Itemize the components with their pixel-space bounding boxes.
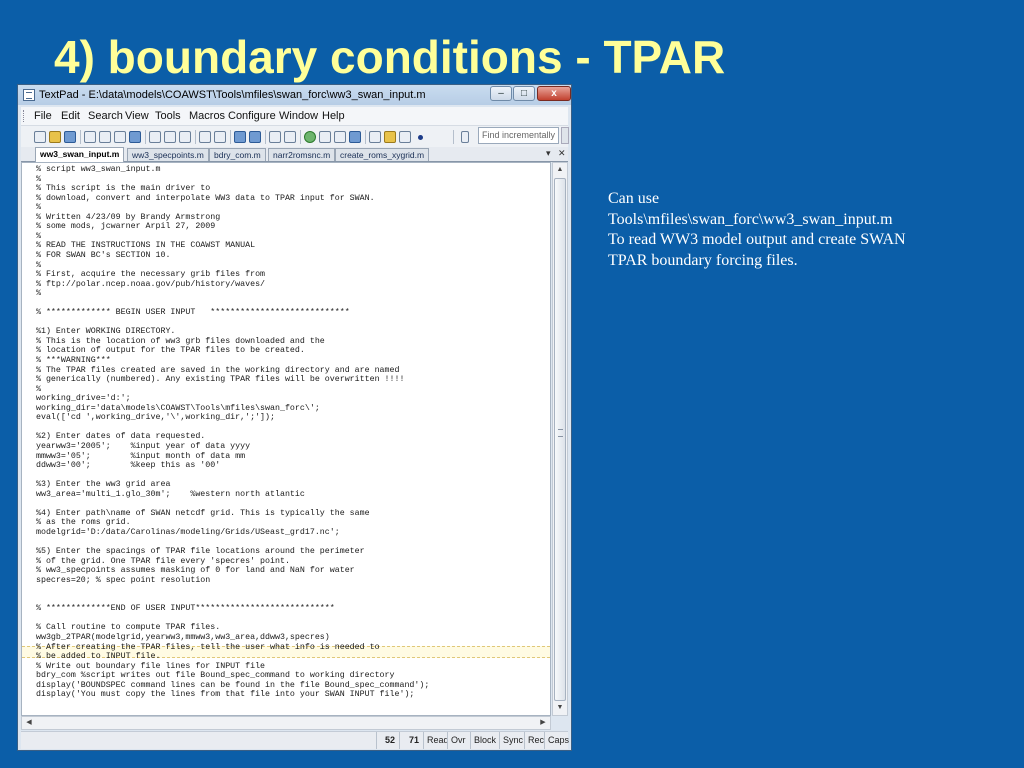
code-line: display('BOUNDSPEC command lines can be found in the file Bound_spec_command');	[36, 680, 430, 690]
code-line: % FOR SWAN BC's SECTION 10.	[36, 250, 171, 260]
code-line: specres=20; % spec point resolution	[36, 575, 211, 585]
side-note-line: Can use	[608, 190, 660, 207]
code-line: %3) Enter the ww3 grid area	[36, 480, 171, 490]
document-tabs	[21, 147, 568, 162]
code-line: % After creating the TPAR files, tell the user what info is needed to	[36, 642, 380, 652]
bullet-icon[interactable]	[418, 135, 423, 140]
toolbar-separator	[145, 130, 146, 144]
word-wrap-icon[interactable]	[269, 131, 281, 143]
scroll-up-icon[interactable]: ▲	[556, 166, 564, 173]
status-caps[interactable]: Caps	[544, 732, 572, 749]
save-icon[interactable]	[64, 131, 76, 143]
toolbar-separator	[300, 130, 301, 144]
side-note-line: To read WW3 model output and create SWAN	[608, 231, 906, 248]
paste-icon[interactable]	[179, 131, 191, 143]
compare-icon[interactable]	[334, 131, 346, 143]
code-line: % generically (numbered). Any existing TPAR files will be overwritten !!!!	[36, 375, 405, 385]
code-line: %	[36, 260, 41, 270]
code-line: % be added to INPUT file.	[36, 652, 161, 662]
status-block[interactable]: Block	[470, 732, 499, 749]
code-editor[interactable]	[21, 162, 551, 716]
code-line: %1) Enter WORKING DIRECTORY.	[36, 327, 176, 337]
code-line: % This is the location of ww3 grb files downloaded and the	[36, 336, 325, 346]
code-line: mmww3='05'; %input month of data mm	[36, 451, 246, 461]
indent-icon[interactable]	[234, 131, 246, 143]
code-line: % ww3_specpoints assumes masking of 0 for land and NaN for water	[36, 566, 355, 576]
maximize-button[interactable]: □	[513, 86, 535, 101]
spell-icon[interactable]	[129, 131, 141, 143]
macro-play-icon[interactable]	[399, 131, 411, 143]
status-sync[interactable]: Sync	[499, 732, 526, 749]
side-note-line: TPAR boundary forcing files.	[608, 251, 798, 269]
side-note-line: Tools\mfiles\swan_forc\ww3_swan_input.m	[608, 210, 893, 228]
tab-narr2romsnc[interactable]: narr2romsnc.m	[268, 148, 335, 161]
code-line: modelgrid='D:/data/Carolinas/modeling/Grids/USeast_grd17.nc';	[36, 527, 340, 537]
horizontal-scrollbar[interactable]	[21, 716, 551, 730]
status-line-number: 52	[376, 732, 398, 749]
code-line: % READ THE INSTRUCTIONS IN THE COAWST MANUAL	[36, 241, 256, 251]
status-rec[interactable]: Rec	[524, 732, 547, 749]
find-incrementally-input[interactable]: Find incrementally	[478, 127, 559, 144]
copy-icon[interactable]	[164, 131, 176, 143]
scroll-left-icon[interactable]: ◀	[26, 719, 32, 726]
undo-icon[interactable]	[199, 131, 211, 143]
find-options-button[interactable]	[561, 127, 569, 144]
code-line: % download, convert and interpolate WW3 data to TPAR input for SWAN.	[36, 193, 375, 203]
code-line: ddww3='00'; %keep this as '00'	[36, 461, 221, 471]
toolbar-separator	[453, 130, 454, 144]
code-line: display('You must copy the lines from that file into your SWAN INPUT file');	[36, 690, 415, 700]
status-column-number: 71	[399, 732, 422, 749]
code-line: % *************END OF USER INPUT****************************	[36, 604, 335, 614]
find-files-icon[interactable]	[349, 131, 361, 143]
menu-macros[interactable]: Macros	[189, 110, 226, 122]
close-button[interactable]: x	[537, 86, 571, 101]
slide-title: 4) boundary conditions - TPAR	[54, 31, 726, 83]
toolbar	[21, 125, 568, 149]
tab-close-icon[interactable]: ✕	[558, 148, 566, 158]
new-file-icon[interactable]	[34, 131, 46, 143]
tab-ww3-specpoints[interactable]: ww3_specpoints.m	[127, 148, 209, 161]
outdent-icon[interactable]	[249, 131, 261, 143]
tab-ww3-swan-input[interactable]: ww3_swan_input.m	[35, 147, 124, 162]
code-line: % This script is the main driver to	[36, 184, 211, 194]
code-line: eval(['cd ',working_drive,'\',working_dir,';']);	[36, 413, 275, 423]
menu-window[interactable]: Window	[279, 110, 319, 122]
toolbar-separator	[365, 130, 366, 144]
tab-create-roms-xygrid[interactable]: create_roms_xygrid.m	[335, 148, 429, 161]
textpad-app-icon[interactable]	[23, 89, 35, 101]
status-bar	[21, 731, 568, 749]
minimize-button[interactable]: –	[490, 86, 512, 101]
scroll-down-icon[interactable]: ▼	[556, 704, 564, 711]
code-line: %	[36, 203, 41, 213]
code-line: % First, acquire the necessary grib files from	[36, 270, 266, 280]
redo-icon[interactable]	[214, 131, 226, 143]
menu-view[interactable]: View	[125, 110, 149, 122]
code-line: % location of output for the TPAR files to be created.	[36, 346, 305, 356]
window-titlebar[interactable]	[18, 85, 571, 105]
open-folder-icon[interactable]	[49, 131, 61, 143]
print-icon[interactable]	[99, 131, 111, 143]
code-line: % The TPAR files created are saved in the working directory and are named	[36, 365, 400, 375]
tab-bdry-com[interactable]: bdry_com.m	[209, 148, 266, 161]
menu-tools[interactable]: Tools	[155, 110, 181, 122]
menu-configure[interactable]: Configure	[228, 110, 276, 122]
globe-icon[interactable]	[304, 131, 316, 143]
toolbar-options-icon[interactable]	[461, 131, 469, 143]
code-line: %2) Enter dates of data requested.	[36, 432, 206, 442]
print-preview-icon[interactable]	[114, 131, 126, 143]
toolbar-separator	[230, 130, 231, 144]
code-line: bdry_com %script writes out file Bound_spec_command to working directory	[36, 671, 395, 681]
code-line: %	[36, 384, 41, 394]
scroll-right-icon[interactable]: ▶	[540, 719, 546, 726]
macro-icon[interactable]	[384, 131, 396, 143]
status-read[interactable]: Read	[423, 732, 452, 749]
window-title: TextPad - E:\data\models\COAWST\Tools\mfiles\swan_forc\ww3_swan_input.m	[39, 89, 426, 101]
spellcheck-icon[interactable]	[319, 131, 331, 143]
code-line: % Written 4/23/09 by Brandy Armstrong	[36, 212, 221, 222]
code-line: % Call routine to compute TPAR files.	[36, 623, 221, 633]
save-all-icon[interactable]	[84, 131, 96, 143]
scroll-thumb[interactable]	[554, 178, 566, 701]
textpad-window	[17, 84, 572, 751]
pilcrow-icon[interactable]	[284, 131, 296, 143]
tool-icon[interactable]	[369, 131, 381, 143]
toolbar-separator	[265, 130, 266, 144]
menu-bar	[21, 107, 568, 125]
side-note	[608, 189, 1008, 271]
menu-file[interactable]: File	[34, 110, 52, 122]
code-line: %	[36, 289, 41, 299]
tab-list-dropdown-icon[interactable]: ▾	[546, 148, 551, 158]
code-line: %4) Enter path\name of SWAN netcdf grid. This is typically the same	[36, 508, 370, 518]
menu-grip-icon[interactable]	[23, 110, 26, 122]
code-line: % as the roms grid.	[36, 518, 131, 528]
code-line: %5) Enter the spacings of TPAR file locations around the perimeter	[36, 547, 365, 556]
toolbar-separator	[195, 130, 196, 144]
menu-edit[interactable]: Edit	[61, 110, 80, 122]
code-line: ww3_area='multi_1.glo_30m'; %western north atlantic	[36, 489, 305, 499]
cut-icon[interactable]	[149, 131, 161, 143]
code-line: % ftp://polar.ncep.noaa.gov/pub/history/waves/	[36, 279, 266, 289]
code-line: working_dir='data\models\COAWST\Tools\mfiles\swan_forc\';	[36, 403, 320, 413]
vertical-scrollbar[interactable]	[552, 162, 568, 716]
code-line: ww3gb_2TPAR(modelgrid,yearww3,mmww3,ww3_area,ddww3,specres)	[36, 632, 330, 642]
code-line: % Write out boundary file lines for INPUT file	[36, 661, 266, 671]
toolbar-separator	[80, 130, 81, 144]
code-line: % some mods, jcwarner Arpil 27, 2009	[36, 222, 216, 232]
menu-help[interactable]: Help	[322, 110, 345, 122]
code-line: % ************* BEGIN USER INPUT ****************************	[36, 308, 350, 318]
code-line: working_drive='d:';	[36, 394, 131, 404]
status-ovr[interactable]: Ovr	[447, 732, 469, 749]
code-line: % of the grid. One TPAR file every 'specres' point.	[36, 556, 290, 566]
code-line: %	[36, 231, 41, 241]
code-line: % script ww3_swan_input.m	[36, 165, 161, 174]
code-line: % ***WARNING***	[36, 356, 111, 365]
menu-search[interactable]: Search	[88, 110, 123, 122]
code-line: %	[36, 174, 41, 184]
code-line: yearww3='2005'; %input year of data yyyy	[36, 441, 251, 451]
